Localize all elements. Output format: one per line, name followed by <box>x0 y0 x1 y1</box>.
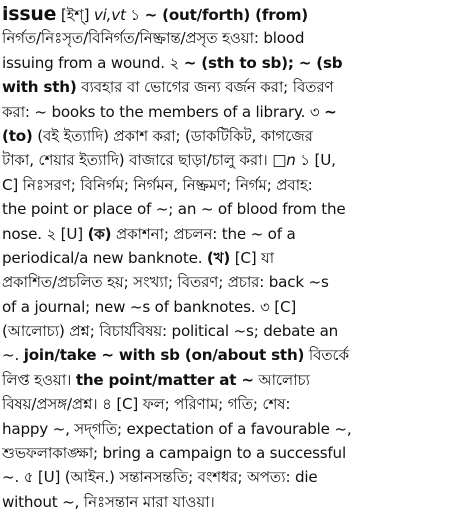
entry-line <box>2 197 472 221</box>
entry-text: ~. <box>2 346 24 365</box>
phrase-bold: (ক) <box>87 224 112 243</box>
entry-text: issuing from a wound. ২ <box>2 53 184 72</box>
entry-text: (আলোচ্য) প্রশ্ন; বিচার্যবিষয়: political ~s; debate an <box>2 322 339 341</box>
entry-line <box>2 51 472 75</box>
phrase-bold: join/take ~ with sb (on/about sth) <box>23 346 305 365</box>
entry-line <box>2 295 472 319</box>
entry-text: শুভফলাকাঙ্ক্ষা; bring a campaign to a successful <box>2 444 346 463</box>
entry-text: [C] যা <box>230 248 274 267</box>
entry-line <box>2 124 472 148</box>
entry-text: করা: ~ books to the members of a library. ৩ <box>2 102 325 121</box>
phrase-bold: with sth) <box>2 78 77 97</box>
entry-text: the point or place of ~; an ~ of blood from the <box>2 200 346 219</box>
entry-line <box>2 465 472 489</box>
noun-marker-icon: □ <box>272 151 287 170</box>
phrase-bold: (খ) <box>206 248 231 267</box>
entry-text: প্রকাশনা; প্রচলন: the ~ of a <box>111 224 296 243</box>
entry-line <box>2 343 472 367</box>
phrase-bold: ~ (sth to sb); ~ (sb <box>183 53 343 72</box>
entry-line <box>2 173 472 197</box>
entry-line <box>2 441 472 465</box>
entry-line <box>2 490 472 514</box>
entry-text: বিষয়/প্রসঙ্গ/প্রশ্ন। ৪ [C] ফল; পরিণাম; গতি; শেষ: <box>2 395 291 414</box>
entry-text: ব্যবহার বা ভোগের জন্য বর্জন করা; বিতরণ <box>76 78 334 97</box>
entry-line <box>2 26 472 50</box>
entry-text: periodical/a new banknote. <box>2 248 207 267</box>
entry-line <box>2 148 472 172</box>
entry-line <box>2 100 472 124</box>
dictionary-entry-issue <box>2 2 472 514</box>
entry-text: আলোচ্য <box>253 370 310 389</box>
entry-text: নির্গত/নিঃসৃত/বিনির্গত/নিষ্ক্রান্ত/প্রসৃত হওয়া: blood <box>2 29 305 48</box>
part-of-speech: vi,vt <box>93 6 126 24</box>
entry-line <box>2 75 472 99</box>
entry-line <box>2 2 472 26</box>
headword: issue <box>2 3 57 25</box>
phrase-bold: ~ (out/forth) (from) <box>144 6 308 24</box>
entry-text: (বই ইত্যাদি) প্রকাশ করা; (ডাকটিকিট, কাগজের <box>32 126 313 145</box>
entry-line <box>2 417 472 441</box>
entry-line <box>2 270 472 294</box>
entry-line <box>2 246 472 270</box>
phrase-bold: the point/matter at ~ <box>75 370 254 389</box>
entry-text: [ইশ্‌] <box>56 6 94 24</box>
entry-text: of a journal; new ~s of banknotes. ৩ [C] <box>2 297 297 316</box>
entry-line <box>2 368 472 392</box>
entry-text: বিতর্কে <box>304 346 349 365</box>
entry-line <box>2 222 472 246</box>
entry-text: happy ~, সদ্‌গতি; expectation of a favourable ~, <box>2 419 352 438</box>
phrase-bold: ~ <box>324 102 337 121</box>
entry-text: C] নিঃসরণ; বিনির্গম; নির্গমন, নিষ্ক্রমণ; নির্গম; প্রবাহ: <box>2 175 313 194</box>
entry-text: টাকা, শেয়ার ইত্যাদি) বাজারে ছাড়া/চালু করা। <box>2 151 273 170</box>
entry-line <box>2 392 472 416</box>
entry-text: ১ [U, <box>295 151 336 170</box>
entry-text: without ~, নিঃসন্তান মারা যাওয়া। <box>2 492 215 511</box>
entry-text: প্রকাশিত/প্রচলিত হয়; সংখ্যা; বিতরণ; প্রচার: back ~s <box>2 273 329 292</box>
entry-text: ১ <box>125 6 145 24</box>
entry-line <box>2 319 472 343</box>
entry-text: লিপ্ত হওয়া। <box>2 370 76 389</box>
entry-text: ~. ৫ [U] (আইন.) সন্তানসন্ততি; বংশধর; অপত্য: die <box>2 468 318 487</box>
part-of-speech: n <box>286 151 296 170</box>
entry-text: nose. ২ [U] <box>2 224 88 243</box>
phrase-bold: (to) <box>2 126 33 145</box>
